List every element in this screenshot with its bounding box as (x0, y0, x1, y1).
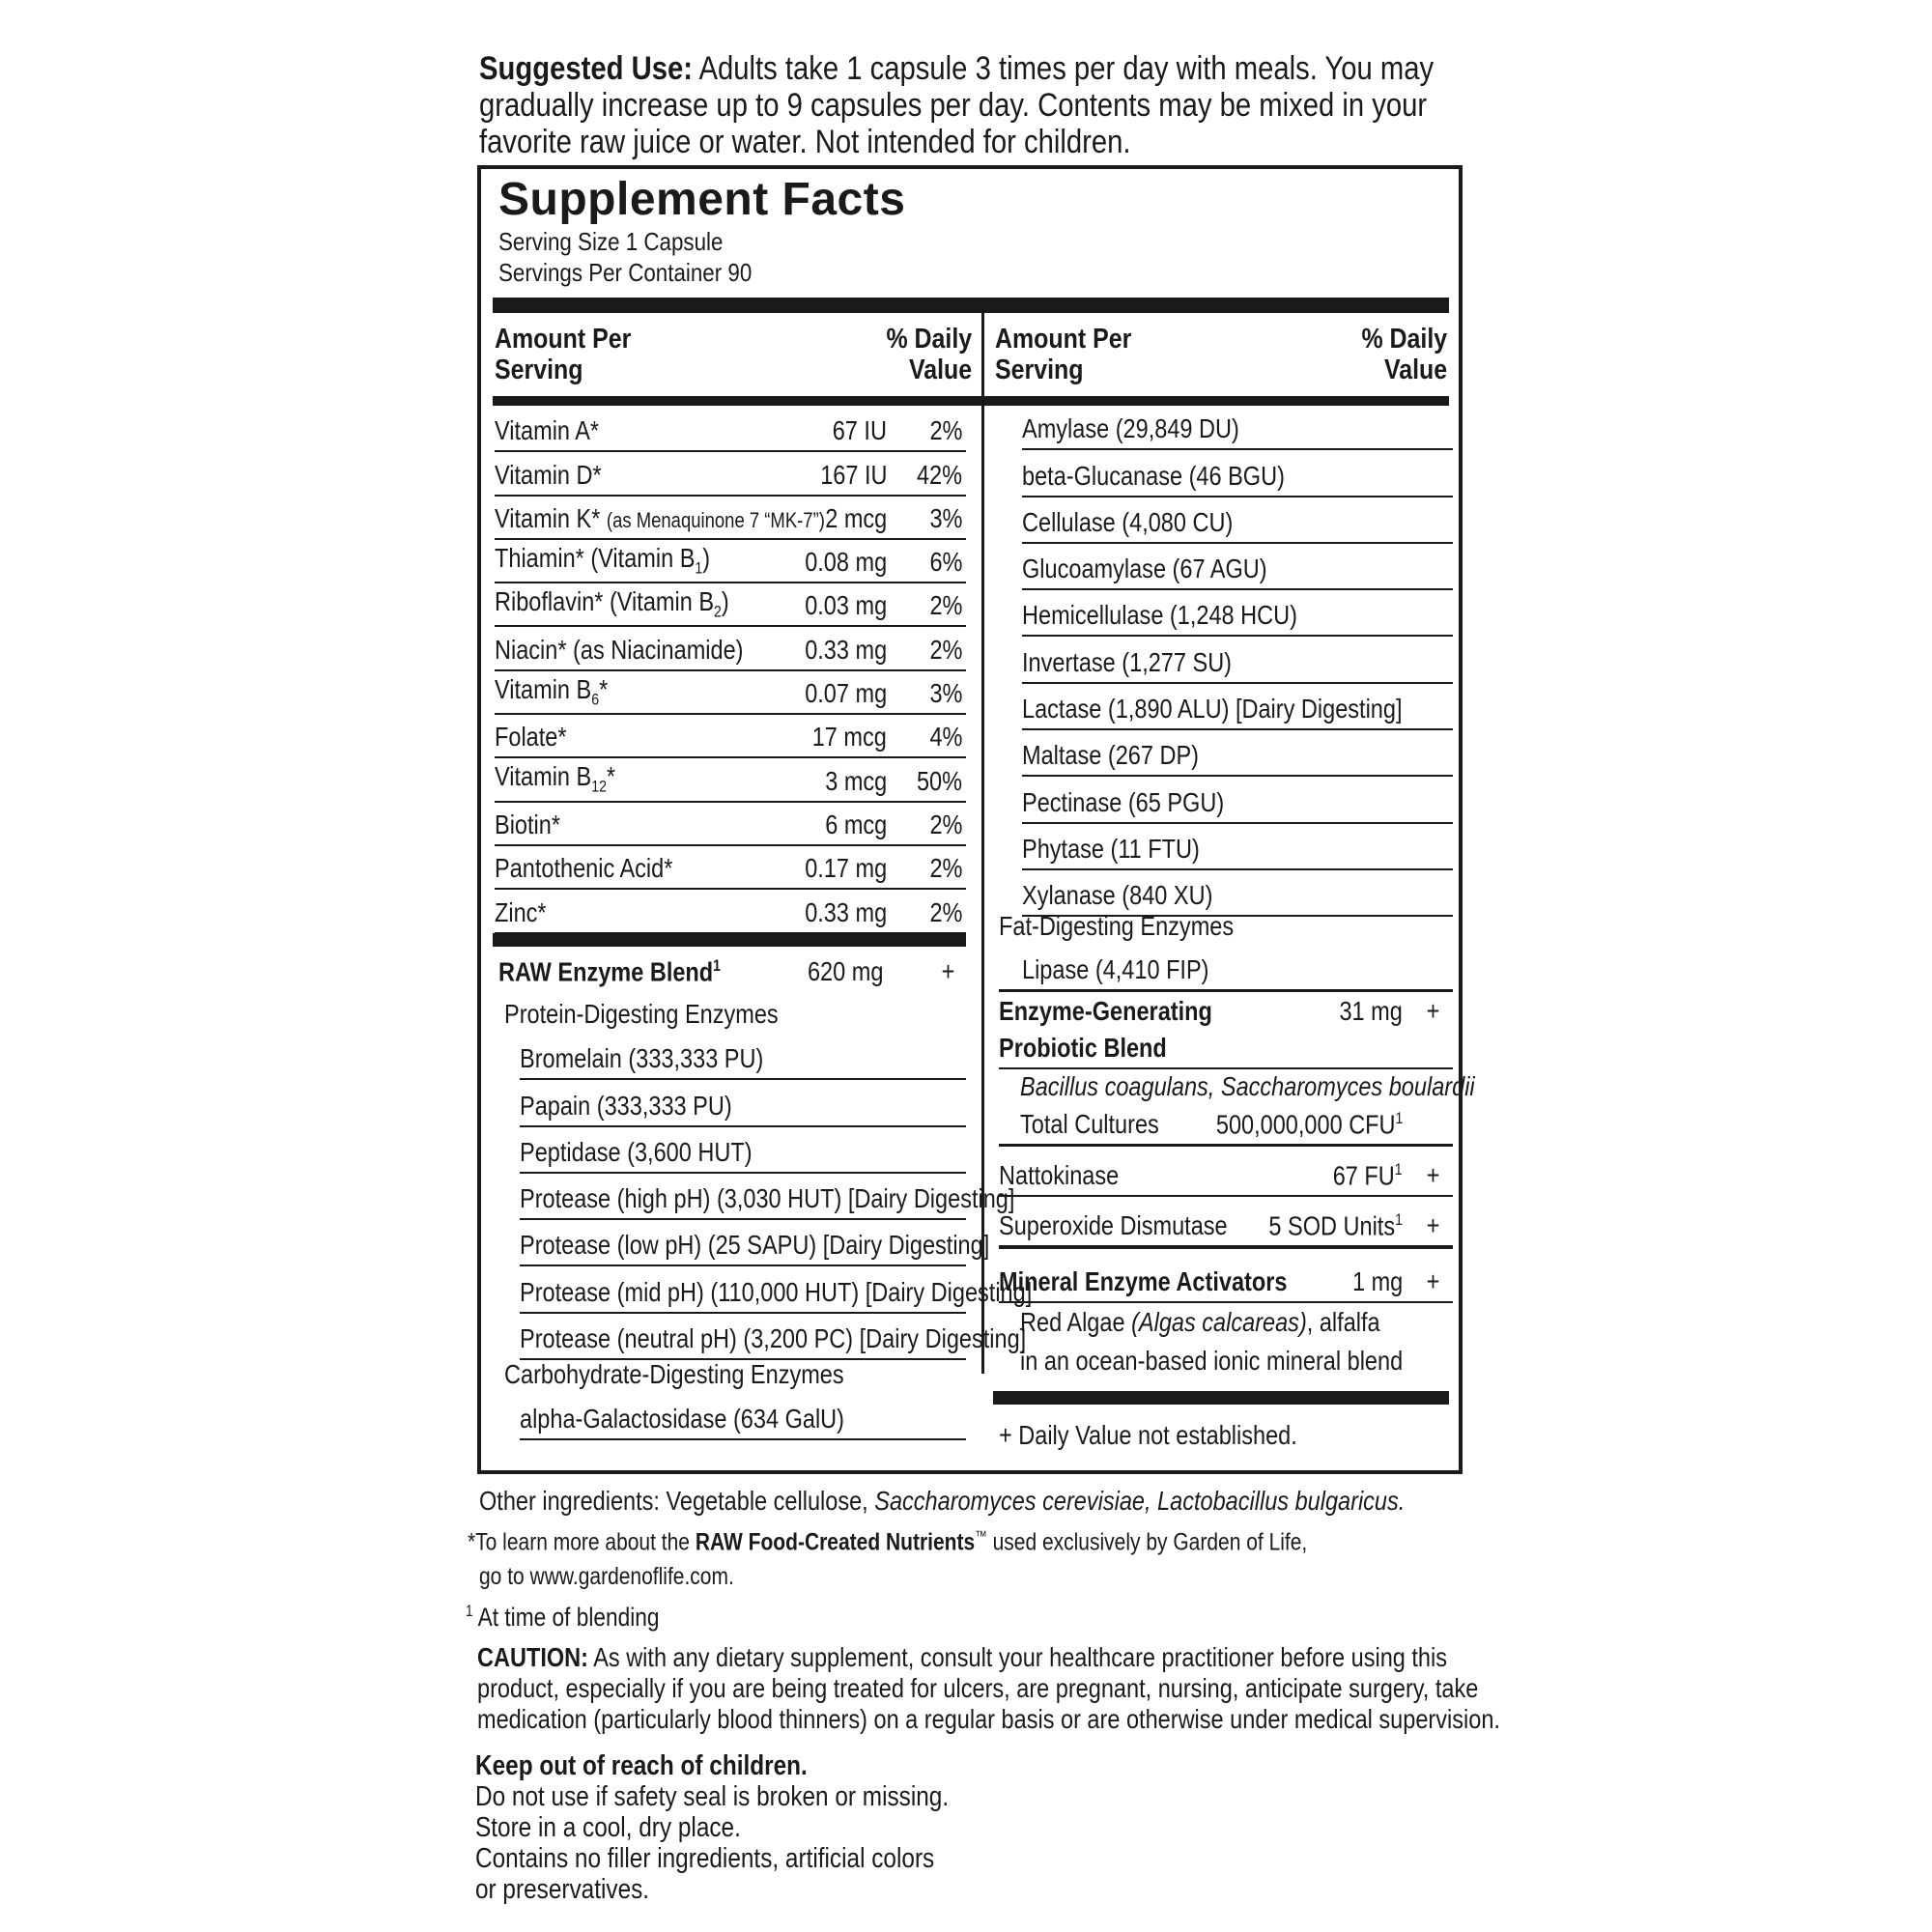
vitamin-name: Riboflavin* (Vitamin $B_2$) (495, 585, 729, 621)
nattokinase-amount: 67 $FU^1$ (1333, 1159, 1403, 1190)
protein-enzyme-name: Protease (mid pH) (110,000 HUT) [Dairy Digesting] (520, 1276, 1033, 1307)
vitamin-row (495, 628, 966, 671)
vitamin-name: Folate* (495, 722, 567, 753)
vitamin-row (495, 452, 966, 496)
carb-enzyme-name: Amylase (29,849 DU) (1022, 413, 1239, 444)
probiotic-row-2 (999, 1031, 1453, 1069)
serving-size: Serving Size 1 Capsule (498, 227, 724, 256)
nattokinase-name: Nattokinase (999, 1160, 1120, 1190)
vitamin-dv: 50% (916, 765, 962, 796)
fat-heading-row (999, 901, 1453, 946)
vitamin-amount: 0.33 mg (805, 896, 887, 927)
left-header-dv: % Daily Value (886, 324, 972, 385)
protein-enzyme-name: Protease (low pH) (25 SAPU) [Dairy Digesting] (520, 1230, 990, 1261)
vitamin-dv: 6% (929, 547, 962, 578)
vitamin-dv: 4% (929, 722, 962, 753)
supplement-facts-panel (477, 165, 1475, 1474)
protein-enzyme-row (520, 1220, 990, 1266)
carb-enzyme-row (1022, 777, 1453, 823)
vitamin-amount: 17 mcg (811, 722, 887, 753)
vitamin-name: Vitamin A* (495, 415, 600, 446)
carb-enzyme-row (1022, 544, 1453, 590)
carb-enzyme-row (1022, 730, 1453, 777)
carb-enzyme-name: Glucoamylase (67 AGU) (1022, 554, 1267, 584)
vitamin-amount: 0.08 mg (805, 547, 887, 578)
carb-enzyme-row (1022, 404, 1453, 450)
sod-row (999, 1197, 1453, 1249)
carb-enzyme-name: Hemicellulase (1,248 HCU) (1022, 600, 1297, 631)
sod-dv: + (1426, 1210, 1439, 1240)
vitamin-amount: 167 IU (819, 459, 887, 490)
mineral-desc-2: in an ocean-based ionic mineral blend (1020, 1346, 1404, 1376)
vitamin-dv: 2% (929, 896, 962, 927)
protein-enzyme-row (520, 1127, 966, 1174)
protein-heading-row (504, 991, 964, 1034)
sod-amount: 5 SOD Units$^1$ (1268, 1209, 1403, 1240)
suggested-use-label: Suggested Use: (479, 50, 693, 87)
carb-enzyme-name: beta-Glucanase (46 BGU) (1022, 460, 1285, 491)
dv-note-row (999, 1405, 1453, 1455)
carb-enzyme-row (1022, 638, 1453, 684)
protein-enzyme-row (520, 1267, 1033, 1314)
left-header-amount: Amount Per Serving (495, 324, 632, 385)
probiotic-amount: 31 mg (1339, 996, 1403, 1026)
protein-enzyme-name: Papain (333,333 PU) (520, 1090, 732, 1121)
raw-blend-amount: 620 mg (807, 956, 883, 986)
storage-block: Keep out of reach of children. Do not use if safety seal is broken or missing. Store in a cool, dry place. Contains no filler ingredients, artificial colors or preservatives. (475, 1750, 950, 1905)
vitamin-row (495, 846, 966, 890)
sod-name: Superoxide Dismutase (999, 1210, 1228, 1240)
vitamin-dv: 42% (916, 459, 962, 490)
cultures-label: Total Cultures (1020, 1109, 1159, 1139)
vitamin-amount: 67 IU (832, 415, 887, 446)
carb-enzyme-name: Xylanase (840 XU) (1022, 880, 1213, 911)
protein-heading: Protein-Digesting Enzymes (504, 999, 779, 1029)
mineral-desc-row-2 (1020, 1342, 1453, 1380)
other-ingredients: Other ingredients: Vegetable cellulose, Saccharomyces cerevisiae, Lactobacillus bulgaricus. (479, 1486, 1406, 1516)
carb-enzyme-row (520, 1394, 966, 1440)
mineral-amount: 1 mg (1351, 1266, 1403, 1296)
keep-out-heading: Keep out of reach of children. (475, 1750, 808, 1781)
vitamin-name: Biotin* (495, 809, 560, 839)
vitamin-amount: 0.03 mg (805, 590, 887, 621)
thick-divider-bottom-right (993, 1391, 1449, 1405)
carb-enzyme-name: Maltase (267 DP) (1022, 740, 1200, 771)
caution-block: CAUTION: As with any dietary supplement, consult your healthcare practitioner before using this product, especially if you are being treated for ulcers, are pregnant, nursing, anticipate surgery, take medication (particularly blood thinners) on a regular basis or are otherwise under medical supervision. (477, 1642, 1500, 1734)
carb-enzyme-name: alpha-Galactosidase (634 GalU) (520, 1404, 844, 1434)
cultures-row (999, 1106, 1453, 1147)
protein-enzyme-row (520, 1080, 966, 1126)
suggested-use-text: Adults take 1 capsule 3 times per day with meals. You may gradually increase up to 9 capsules per day. Contents may be mixed in your favorite raw juice or water. Not intended for children. (479, 50, 1435, 160)
mineral-desc-1: Red Algae (Algas calcareas), alfalfa (1020, 1307, 1380, 1337)
vitamin-amount: 0.07 mg (805, 678, 887, 709)
probiotic-name-2: Probiotic Blend (999, 1033, 1167, 1063)
vitamin-name: Vitamin $B_{12}*$ (495, 761, 616, 796)
learn-more-line-2: go to www.gardenoflife.com. (479, 1563, 734, 1590)
protein-enzyme-row (520, 1174, 1015, 1220)
vitamin-name: Thiamin* (Vitamin $B_1$) (495, 542, 711, 578)
carb-enzyme-row (1022, 590, 1453, 637)
carb-enzyme-name: Invertase (1,277 SU) (1022, 646, 1233, 677)
vitamin-dv: 2% (929, 634, 962, 665)
nattokinase-dv: + (1426, 1160, 1439, 1190)
vitamin-name: Vitamin $B_6*$ (495, 673, 609, 709)
mineral-name: Mineral Enzyme Activators (999, 1266, 1288, 1296)
vitamin-name: Zinc* (495, 896, 547, 927)
nattokinase-row (999, 1147, 1453, 1197)
vitamin-name: Niacin* (as Niacinamide) (495, 634, 744, 665)
dv-note: + Daily Value not established. (999, 1420, 1297, 1450)
vitamin-row (495, 540, 966, 583)
fat-enzyme-row (999, 946, 1453, 992)
raw-blend-name: RAW Enzyme Blend$^1$ (498, 955, 722, 986)
blending-note: $^1$ At time of blending (466, 1603, 660, 1632)
vitamin-row (495, 803, 966, 846)
facts-title: Supplement Facts (498, 174, 906, 225)
vitamin-dv: 2% (929, 809, 962, 839)
vitamin-amount: 0.17 mg (805, 853, 887, 884)
carb-enzyme-row (1022, 824, 1453, 870)
probiotic-name-1: Enzyme-Generating (999, 996, 1212, 1026)
carb-enzyme-name: Pectinase (65 PGU) (1022, 786, 1225, 817)
vitamin-name: Vitamin D* (495, 459, 602, 490)
right-header-dv: % Daily Value (1361, 324, 1447, 385)
vitamin-amount: 6 mcg (824, 809, 887, 839)
probiotic-row-1 (999, 992, 1453, 1031)
servings-per-container: Servings Per Container 90 (498, 258, 753, 287)
vitamin-amount: 2 mcg (824, 502, 887, 533)
thick-divider-vitamins (493, 933, 966, 947)
vitamin-row (495, 497, 966, 540)
vitamin-row (495, 715, 966, 758)
vitamin-amount: 3 mcg (824, 765, 887, 796)
raw-blend-dv: + (941, 956, 954, 986)
carb-enzyme-row (1022, 450, 1453, 497)
vitamin-dv: 2% (929, 415, 962, 446)
right-header-amount: Amount Per Serving (995, 324, 1132, 385)
carb-enzyme-row (1022, 497, 1453, 544)
vitamin-dv: 3% (929, 678, 962, 709)
protein-enzyme-name: Bromelain (333,333 PU) (520, 1043, 764, 1074)
column-divider (981, 313, 984, 1374)
carb-enzyme-row (1022, 684, 1453, 730)
probiotic-species-row (1020, 1069, 1475, 1106)
probiotic-species: Bacillus coagulans, Saccharomyces boulardii (1020, 1071, 1475, 1101)
vitamin-dv: 3% (929, 502, 962, 533)
carb-enzyme-name: Phytase (11 FTU) (1022, 833, 1200, 864)
vitamin-dv: 2% (929, 853, 962, 884)
cultures-value: 500,000,000 CFU$^1$ (1215, 1108, 1403, 1139)
probiotic-dv: + (1426, 996, 1439, 1026)
mineral-dv: + (1426, 1266, 1439, 1296)
vitamin-name: Vitamin K* (as Menaquinone 7 “MK-7”) (495, 502, 825, 533)
learn-more-line-1: *To learn more about the RAW Food-Created Nutrients™ used exclusively by Garden of Life, (468, 1528, 1308, 1556)
carb-enzyme-name: Cellulase (4,080 CU) (1022, 506, 1234, 537)
vitamin-row (495, 758, 966, 802)
raw-enzyme-blend-row (498, 947, 964, 991)
vitamin-amount: 0.33 mg (805, 634, 887, 665)
thick-divider-top (493, 298, 1449, 313)
fat-enzyme-name: Lipase (4,410 FIP) (1022, 954, 1209, 984)
mineral-desc-row-1 (1020, 1303, 1453, 1342)
vitamin-dv: 2% (929, 590, 962, 621)
carb-heading-row (504, 1350, 964, 1394)
vitamin-name: Pantothenic Acid* (495, 853, 673, 884)
mineral-row (999, 1249, 1453, 1303)
carb-heading: Carbohydrate-Digesting Enzymes (504, 1359, 844, 1389)
protein-enzyme-name: Protease (high pH) (3,030 HUT) [Dairy Digesting] (520, 1183, 1015, 1214)
protein-enzyme-name: Peptidase (3,600 HUT) (520, 1136, 753, 1167)
suggested-use (479, 50, 1467, 160)
protein-enzyme-name: Protease (neutral pH) (3,200 PC) [Dairy Digesting] (520, 1323, 1027, 1354)
vitamin-row (495, 671, 966, 715)
protein-enzyme-row (520, 1034, 966, 1080)
vitamin-row (495, 583, 966, 627)
vitamin-row (495, 890, 966, 933)
vitamin-row (495, 409, 966, 452)
fat-heading: Fat-Digesting Enzymes (999, 911, 1235, 941)
carb-enzyme-name: Lactase (1,890 ALU) [Dairy Digesting] (1022, 694, 1403, 724)
